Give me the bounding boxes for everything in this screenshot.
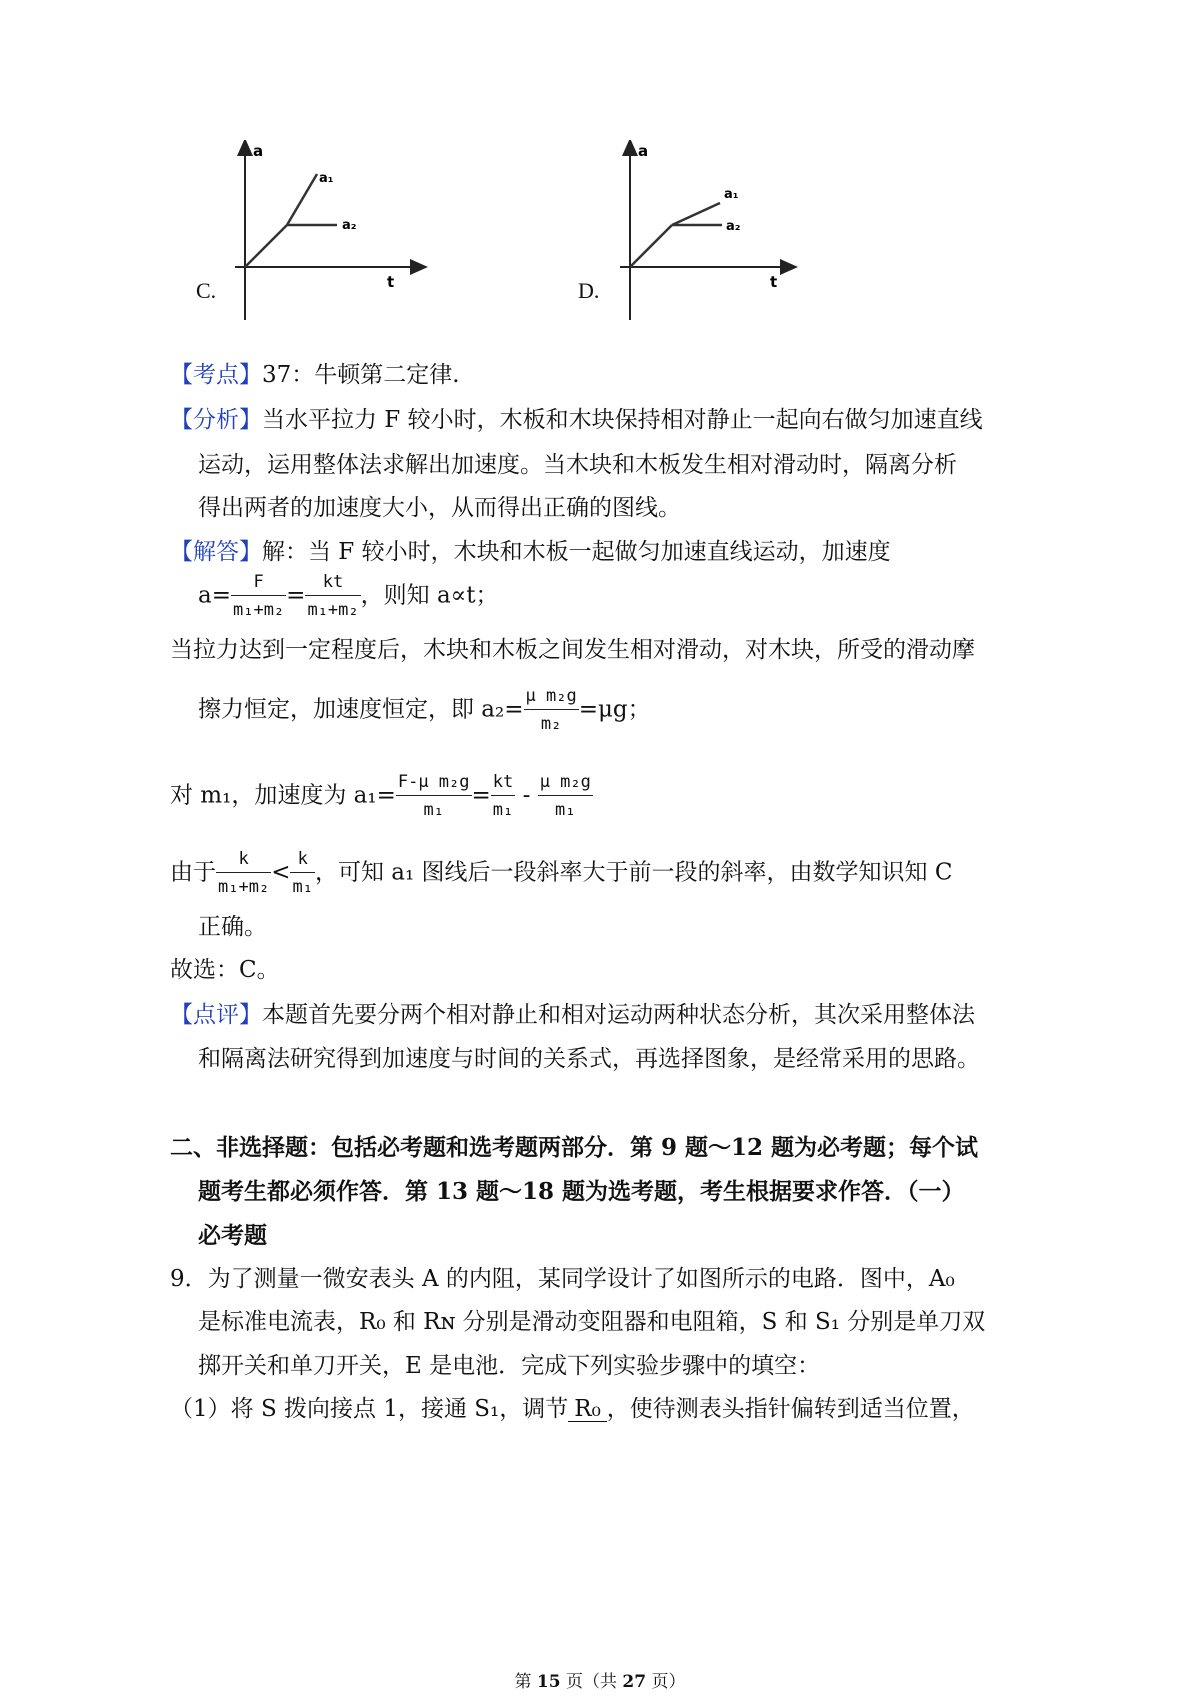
jieda-line-6: [170, 849, 952, 898]
graph-c-a1-line: [287, 174, 317, 225]
graph-d-a1-line: [672, 203, 720, 225]
graph-c-a2-label: a₂: [342, 218, 357, 233]
kaodian-line: [170, 364, 460, 387]
line4-prefix: 擦力恒定，加速度恒定，即 a₂=: [198, 696, 524, 723]
fraction-kt-over-m1: $\frac{kt}{\text{m₁}}$: [492, 772, 514, 821]
graph-d: [610, 140, 810, 325]
footer-page-number: 15: [536, 1672, 561, 1692]
footer-prefix: 第: [514, 1672, 537, 1692]
jieda-line-7: 正确。: [198, 914, 267, 940]
graph-c: [225, 140, 435, 325]
line6-suffix: ，可知 a₁ 图线后一段斜率大于前一段的斜率，由数学知识知 C: [314, 859, 953, 886]
kaodian-text: 37：牛顿第二定律.: [262, 362, 460, 388]
fraction-kt-over-m: $\frac{kt}{\text{m₁+m₂}}$: [307, 572, 359, 621]
line5-prefix: 对 m₁，加速度为 a₁=: [170, 782, 396, 809]
section2-line-2: 题考生都必须作答．第 13 题～18 题为选考题，考生根据要求作答．（一）: [198, 1178, 965, 1205]
fraction-mu-m2g-over-m2: $\frac{\text{μ m₂g}}{\text{m₂}}$: [525, 686, 577, 735]
fraction-f-over-m: $\frac{F}{\text{m₁+m₂}}$: [232, 572, 285, 621]
footer-total-pages: 27: [622, 1672, 647, 1692]
dianping-text-1: 本题首先要分两个相对静止和相对运动两种状态分析，其次采用整体法: [262, 1002, 975, 1028]
dianping-tag: 【点评】: [170, 1002, 262, 1028]
graph-c-x-label: t: [387, 273, 395, 291]
graph-d-common-segment: [630, 225, 672, 267]
eq1-equals: =: [286, 582, 306, 609]
footer-middle: 页（共: [560, 1672, 623, 1692]
q9-answer-blank: R₀: [568, 1398, 607, 1422]
jieda-line-4: [198, 686, 651, 735]
q9-line-2: 是标准电流表，R₀ 和 Rɴ 分别是滑动变阻器和电阻箱，S 和 S₁ 分别是单刀双: [198, 1309, 986, 1335]
jieda-line-8: 故选：C。: [170, 957, 280, 983]
fraction-f-minus-over-m1: $\frac{\text{F-μ m₂g}}{\text{m₁}}$: [397, 772, 470, 821]
q9-line-4: [170, 1398, 975, 1422]
dianping-line-1: [170, 1004, 975, 1027]
jieda-text-1: 解：当 F 较小时，木块和木板一起做匀加速直线运动，加速度: [262, 539, 891, 565]
eq1-suffix: ，则知 a∝t；: [360, 582, 499, 609]
fraction-k-over-m1: $\frac{k}{\text{m₁}}$: [292, 849, 313, 898]
q9-line-3: 掷开关和单刀开关，E 是电池．完成下列实验步骤中的填空：: [198, 1353, 821, 1379]
fenxi-text-1: 当水平拉力 F 较小时，木板和木块保持相对静止一起向右做匀加速直线: [262, 407, 983, 433]
line5-equals: =: [471, 782, 491, 809]
line6-less-than: <: [271, 859, 291, 886]
fenxi-line-1: [170, 409, 983, 432]
option-c-label: C.: [196, 278, 217, 303]
jieda-line-3: 当拉力达到一定程度后，木块和木板之间发生相对滑动，对木块，所受的滑动摩: [170, 637, 975, 663]
section2-line-1: 二、非选择题：包括必考题和选考题两部分．第 9 题～12 题为必考题；每个试: [170, 1134, 979, 1161]
q9-line4-suffix: ，使待测表头指针偏转到适当位置，: [606, 1396, 975, 1422]
q9-line-1: 9．为了测量一微安表头 A 的内阻，某同学设计了如图所示的电路．图中，A₀: [170, 1266, 955, 1292]
graph-d-x-label: t: [770, 273, 778, 291]
option-d-label: D.: [578, 278, 600, 303]
page-footer: [0, 1667, 1200, 1692]
graph-c-y-label: a: [253, 142, 264, 160]
graph-c-a1-label: a₁: [319, 171, 334, 186]
jieda-line-5: [170, 772, 593, 821]
section2-line-3: 必考题: [198, 1222, 267, 1249]
graph-d-a2-label: a₂: [726, 219, 741, 234]
fenxi-line-3: 得出两者的加速度大小，从而得出正确的图线。: [198, 495, 681, 521]
graph-c-common-segment: [245, 225, 287, 267]
jieda-line-1: [170, 541, 891, 564]
graph-d-a1-label: a₁: [724, 187, 739, 202]
fraction-mu-over-m1: $\frac{\text{μ m₂g}}{\text{m₁}}$: [539, 772, 591, 821]
graph-d-y-label: a: [638, 142, 649, 160]
jieda-equation-1: [198, 572, 498, 621]
fraction-k-over-m-sum: $\frac{k}{\text{m₁+m₂}}$: [218, 849, 270, 898]
footer-suffix: 页）: [646, 1672, 686, 1692]
dianping-line-2: 和隔离法研究得到加速度与时间的关系式，再选择图象，是经常采用的思路。: [198, 1046, 980, 1072]
jieda-tag: 【解答】: [170, 539, 262, 565]
fenxi-line-2: 运动，运用整体法求解出加速度。当木块和木板发生相对滑动时，隔离分析: [198, 452, 957, 478]
q9-line4-prefix: （1）将 S 拨向接点 1，接通 S₁，调节: [170, 1396, 569, 1422]
line4-suffix: =μg；: [578, 696, 651, 723]
line5-minus: -: [515, 782, 538, 809]
fenxi-tag: 【分析】: [170, 407, 262, 433]
line6-prefix: 由于: [170, 859, 216, 886]
kaodian-tag: 【考点】: [170, 362, 262, 388]
eq1-prefix: a=: [198, 582, 231, 609]
